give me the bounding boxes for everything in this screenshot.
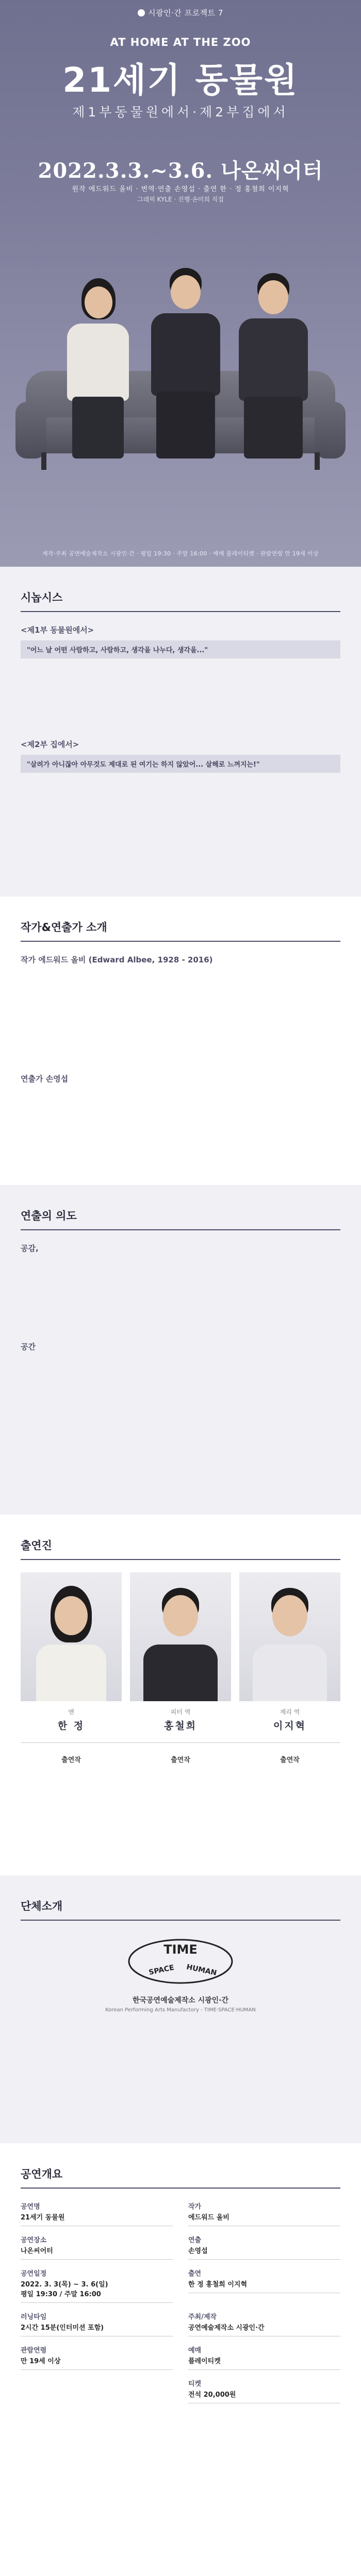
poster-title: 21세기 동물원 xyxy=(62,60,299,100)
info-item xyxy=(188,2201,340,2234)
info-value: 전석 20,000원 xyxy=(188,2391,236,2399)
synopsis-part1-title: <제1부 동물원에서> xyxy=(21,625,94,635)
company-logo xyxy=(124,1933,237,1990)
poster-credits-secondary: 그래픽 KYLE · 진행·손미희 직접 xyxy=(137,196,224,203)
info-label: 티켓 xyxy=(188,2380,202,2388)
info-label: 공연명 xyxy=(21,2203,40,2211)
info-heading: 공연개요 xyxy=(21,2168,63,2180)
synopsis-part1-quote: "어느 날 어떤 사람하고, 사람하고, 생각을 나누다, 생각을..." xyxy=(21,640,340,658)
cast-photo xyxy=(21,1572,122,1701)
info-divider xyxy=(188,2259,340,2260)
synopsis-part2-quote: "살려가 아니잖아 아무것도 제대로 된 여기는 하지 않았어... 살해로 느껴지는!" xyxy=(21,755,340,773)
cast-photo xyxy=(130,1572,231,1701)
poster-hero xyxy=(0,0,361,567)
cast-figure-right xyxy=(235,273,312,464)
company-heading: 단체소개 xyxy=(21,1900,63,1912)
cast-card xyxy=(239,1572,340,1732)
company-name-english: Korean Performing Arts Manufactory - TIME·SPACE·HUMAN xyxy=(105,2007,256,2013)
cast-photo xyxy=(239,1572,340,1701)
info-item xyxy=(21,2345,173,2378)
cast-name: 한 정 xyxy=(57,1720,85,1732)
info-grid xyxy=(0,2201,361,2412)
cast-figure-middle xyxy=(147,268,224,464)
info-label: 예매 xyxy=(188,2347,202,2354)
poster-tagline: 제1부동물원에서·제2부집에서 xyxy=(72,105,289,120)
company-name: 한국공연예술제작소 시광인·간 xyxy=(132,1996,228,2005)
company-logo-icon xyxy=(124,1933,237,1990)
info-item xyxy=(21,2378,173,2412)
cast-photos xyxy=(0,1572,361,1732)
direction-heading: 연출의 의도 xyxy=(21,1210,77,1222)
poster-footer: 제작·주최 공연예술제작소 시광인·간 · 평일 19:30 · 주말 16:00 · 예매 플레이티켓 · 관람연령 만 19세 이상 xyxy=(42,550,319,557)
company-section xyxy=(0,1875,361,2143)
cast-section xyxy=(0,1515,361,1875)
project-logo xyxy=(0,7,361,18)
info-label: 공연일정 xyxy=(21,2270,47,2278)
cast-heading: 출연진 xyxy=(21,1539,52,1552)
synopsis-part2-title: <제2부 집에서> xyxy=(21,740,79,749)
info-label: 연출 xyxy=(188,2236,202,2244)
cast-works-heading: 출연작 xyxy=(280,1756,300,1764)
info-label: 작가 xyxy=(188,2203,202,2211)
info-item xyxy=(21,2268,173,2311)
info-divider xyxy=(21,2369,173,2370)
info-value: 에드워드 올비 xyxy=(188,2214,229,2222)
synopsis-heading: 시놉시스 xyxy=(21,591,63,604)
info-divider xyxy=(188,2369,340,2370)
info-label: 러닝타임 xyxy=(21,2313,47,2321)
info-label: 주최/제작 xyxy=(188,2313,217,2321)
author-heading: 작가&연출가 소개 xyxy=(21,921,107,934)
director-title: 연출가 손영섭 xyxy=(21,1074,69,1083)
info-item xyxy=(21,2201,173,2234)
cast-role: 제리 역 xyxy=(280,1708,300,1716)
info-item xyxy=(188,2345,340,2378)
info-value: 2시간 15분(인터미션 포함) xyxy=(21,2324,104,2332)
cast-card xyxy=(21,1572,122,1732)
info-item xyxy=(188,2378,340,2412)
poster-credits: 원작 에드워드 올비 · 번역·연출 손영섭 · 출연 한 · 정 홍철희 이지혁 xyxy=(72,185,289,193)
cast-works-heading: 출연작 xyxy=(61,1756,81,1764)
info-value: 만 19세 이상 xyxy=(21,2358,61,2365)
direction-sub2: 공간 xyxy=(21,1342,36,1351)
info-value: 21세기 동물원 xyxy=(21,2214,65,2222)
section-divider xyxy=(21,1559,340,1560)
cast-name: 홍철희 xyxy=(163,1720,198,1732)
info-value: 2022. 3. 3(목) ~ 3. 6(일) 평일 19:30 / 주말 16:00 xyxy=(21,2281,108,2298)
section-divider xyxy=(21,1229,340,1230)
info-item xyxy=(188,2268,340,2311)
section-divider xyxy=(21,2188,340,2189)
cast-name: 이지혁 xyxy=(273,1720,307,1732)
info-divider xyxy=(21,2259,173,2260)
cast-works-heading: 출연작 xyxy=(171,1756,190,1764)
info-value: 공연예술제작소 시광인·간 xyxy=(188,2324,265,2332)
author-section xyxy=(0,896,361,1185)
direction-sub1: 공감, xyxy=(21,1244,39,1253)
info-item xyxy=(188,2234,340,2268)
poster-dates: 2022.3.3.~3.6. 나온씨어터 xyxy=(38,159,323,183)
info-value: 손영섭 xyxy=(188,2247,208,2255)
info-item xyxy=(188,2311,340,2345)
cast-figure-left xyxy=(62,278,134,464)
company-logo-human: HUMAN xyxy=(186,1963,218,1978)
info-section xyxy=(0,2143,361,2576)
cast-role: 피터 역 xyxy=(170,1708,191,1716)
info-value: 나온씨어터 xyxy=(21,2247,53,2255)
synopsis-section xyxy=(0,567,361,896)
info-divider xyxy=(21,2302,173,2303)
writer-title: 작가 에드워드 올비 (Edward Albee, 1928 - 2016) xyxy=(21,955,213,964)
project-logo-text: 시광인·간 프로젝트 7 xyxy=(148,8,223,18)
direction-section xyxy=(0,1185,361,1515)
cast-works xyxy=(0,1743,361,1764)
info-label: 공연장소 xyxy=(21,2236,47,2244)
info-label: 관람연령 xyxy=(21,2347,47,2354)
info-value: 플레이티켓 xyxy=(188,2358,221,2365)
info-value: 한 정 홍철희 이지혁 xyxy=(188,2281,248,2289)
company-logo-space: SPACE xyxy=(148,1963,175,1977)
info-item xyxy=(21,2234,173,2268)
section-divider xyxy=(21,611,340,612)
info-label: 출연 xyxy=(188,2270,202,2278)
section-divider xyxy=(21,941,340,942)
cast-card xyxy=(130,1572,231,1732)
company-logo-time: TIME xyxy=(163,1942,198,1957)
section-divider xyxy=(21,1920,340,1921)
logo-mark-icon xyxy=(138,9,145,16)
info-item xyxy=(21,2311,173,2345)
cast-role: 앤 xyxy=(68,1708,74,1716)
poster-subtitle: AT HOME AT THE ZOO xyxy=(110,36,251,48)
